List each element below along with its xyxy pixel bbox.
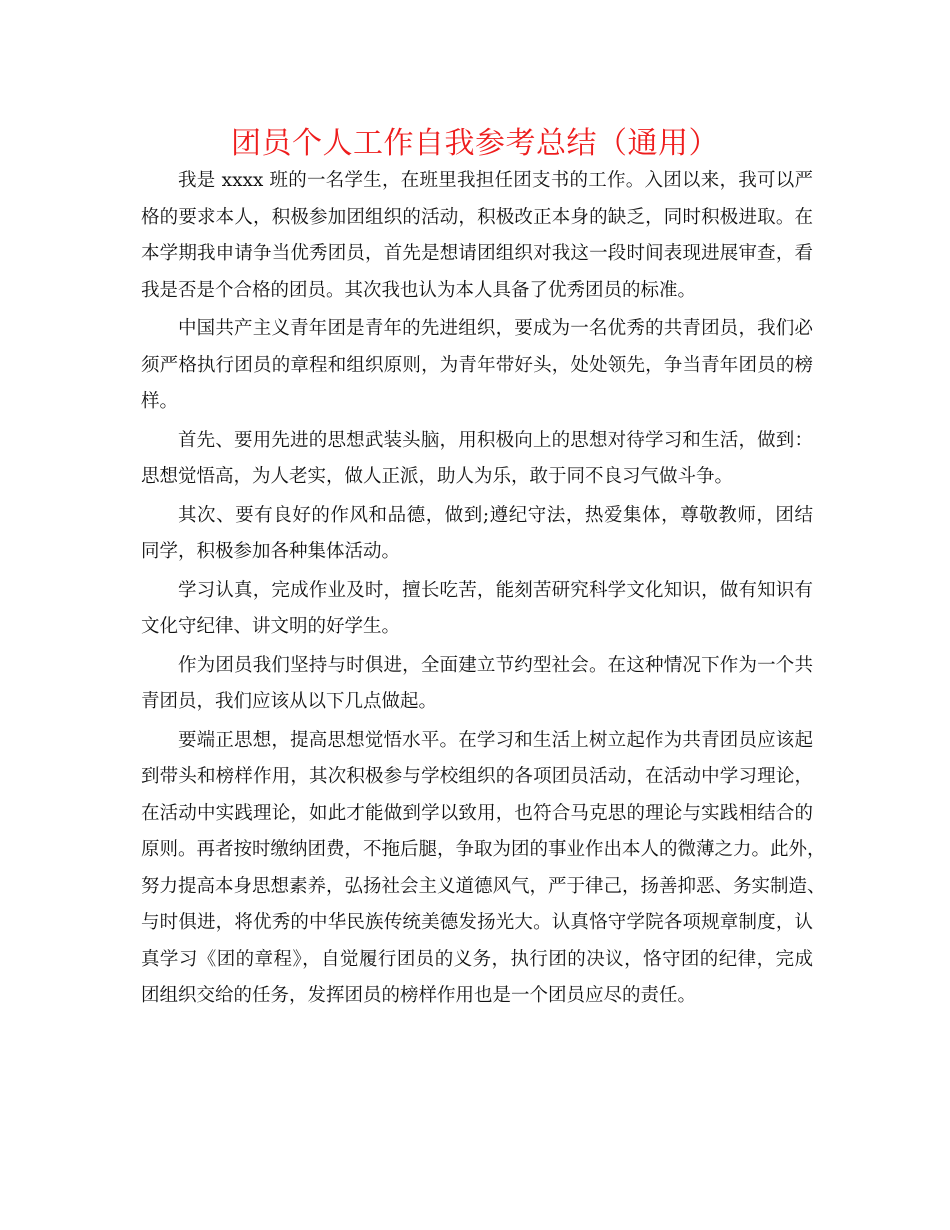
paragraph-line: 与时俱进，将优秀的中华民族传统美德发扬光大。认真恪守学院各项规章制度，认	[141, 912, 813, 933]
paragraph	[141, 648, 813, 721]
paragraph	[141, 163, 813, 309]
paragraph-line: 真学习《团的章程》，自觉履行团员的义务，执行团的决议，恪守团的纪律，完成	[141, 948, 813, 970]
paragraph	[141, 573, 813, 646]
paragraph	[141, 423, 813, 496]
paragraph-line: 样。	[141, 391, 179, 412]
paragraph-line: 在活动中实践理论，如此才能做到学以致用，也符合马克思的理论与实践相结合的	[141, 802, 813, 824]
paragraph-line: 文化守纪律、讲文明的好学生。	[141, 616, 401, 637]
paragraph-line: 我是 xxxx 班的一名学生，在班里我担任团支书的工作。入团以来，我可以严	[178, 170, 813, 191]
paragraph-line: 首先、要用先进的思想武装头脑，用积极向上的思想对待学习和生活，做到：	[178, 429, 813, 451]
paragraph	[141, 498, 813, 571]
paragraph-line: 团组织交给的任务，发挥团员的榜样作用也是一个团员应尽的责任。	[141, 985, 697, 1006]
paragraph	[141, 311, 813, 421]
paragraph-line: 格的要求本人，积极参加团组织的活动，积极改正本身的缺乏，同时积极进取。在	[141, 206, 813, 228]
paragraph-line: 青团员，我们应该从以下几点做起。	[141, 691, 438, 712]
paragraph-line: 本学期我申请争当优秀团员，首先是想请团组织对我这一段时间表现进展审查，看	[141, 243, 813, 264]
document-title: 团员个人工作自我参考总结（通用）	[231, 126, 719, 161]
paragraph-line: 我是否是个合格的团员。其次我也认为本人具备了优秀团员的标准。	[141, 279, 697, 301]
paragraph-line: 要端正思想，提高思想觉悟水平。在学习和生活上树立起作为共青团员应该起	[178, 729, 813, 751]
paragraph-line: 其次、要有良好的作风和品德，做到;遵纪守法，热爱集体，尊敬教师，团结	[178, 504, 813, 526]
paragraph-line: 努力提高本身思想素养，弘扬社会主义道德风气，严于律己，扬善抑恶、务实制造、	[141, 875, 826, 897]
document-body	[141, 163, 826, 1017]
paragraph-line: 到带头和榜样作用，其次积极参与学校组织的各项团员活动，在活动中学习理论，	[141, 766, 813, 787]
paragraph-line: 思想觉悟高，为人老实，做人正派，助人为乐，敢于同不良习气做斗争。	[141, 466, 734, 487]
paragraph-line: 原则。再者按时缴纳团费，不拖后腿，争取为团的事业作出本人的微薄之力。此外，	[141, 839, 826, 860]
paragraph-line: 学习认真，完成作业及时，擅长吃苦，能刻苦研究科学文化知识，做有知识有	[178, 579, 813, 601]
paragraph-line: 同学，积极参加各种集体活动。	[141, 541, 401, 562]
paragraph-line: 作为团员我们坚持与时俱进，全面建立节约型社会。在这种情况下作为一个共	[178, 654, 813, 676]
paragraph-line: 中国共产主义青年团是青年的先进组织，要成为一名优秀的共青团员，我们必	[178, 318, 813, 339]
paragraph-line: 须严格执行团员的章程和组织原则，为青年带好头，处处领先，争当青年团员的榜	[141, 354, 813, 376]
paragraph	[141, 723, 826, 1015]
